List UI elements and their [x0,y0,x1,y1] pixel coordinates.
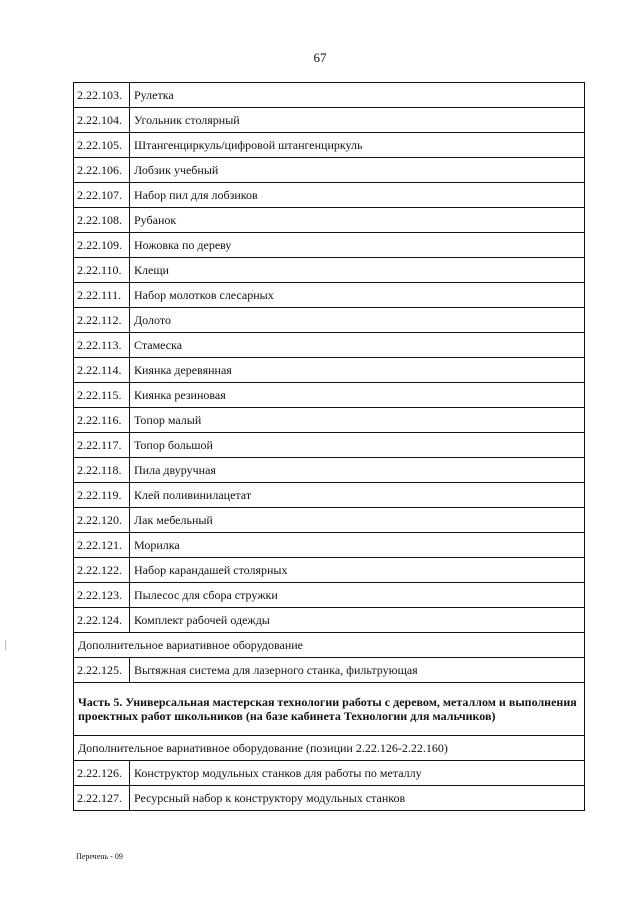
item-name: Лобзик учебный [130,158,585,183]
table-row [74,108,585,133]
item-code: 2.22.106. [74,158,130,183]
equipment-table-body [74,83,585,633]
table-row [74,283,585,308]
table-row [74,583,585,608]
item-name: Конструктор модульных станков для работы по металлу [130,761,585,786]
item-code: 2.22.105. [74,133,130,158]
section-heading: Дополнительное вариативное оборудование (позиции 2.22.126-2.22.160) [74,736,585,761]
item-code: 2.22.125. [74,658,130,683]
table-row [74,183,585,208]
item-name: Набор пил для лобзиков [130,183,585,208]
item-code: 2.22.127. [74,786,130,811]
item-code: 2.22.115. [74,383,130,408]
item-code: 2.22.103. [74,83,130,108]
page-number: 67 [313,50,327,65]
table-row [74,658,585,683]
item-name: Пила двуручная [130,458,585,483]
item-name: Морилка [130,533,585,558]
table-row [74,258,585,283]
item-code: 2.22.126. [74,761,130,786]
table-row [74,233,585,258]
item-code: 2.22.117. [74,433,130,458]
item-name: Пылесос для сбора стружки [130,583,585,608]
scan-artifact [5,640,6,650]
item-code: 2.22.118. [74,458,130,483]
table-row [74,83,585,108]
table-row [74,533,585,558]
table-row [74,408,585,433]
item-name: Долото [130,308,585,333]
item-name: Киянка резиновая [130,383,585,408]
equipment-table-tail [74,633,585,811]
table-row [74,483,585,508]
item-name: Ресурсный набор к конструктору модульных станков [130,786,585,811]
item-code: 2.22.110. [74,258,130,283]
item-name: Клещи [130,258,585,283]
table-row [74,508,585,533]
item-name: Ножовка по дереву [130,233,585,258]
table-row [74,308,585,333]
item-name: Лак мебельный [130,508,585,533]
item-code: 2.22.109. [74,233,130,258]
item-name: Рулетка [130,83,585,108]
item-code: 2.22.107. [74,183,130,208]
table-row [74,333,585,358]
table-row [74,458,585,483]
table-row [74,786,585,811]
item-name: Штангенциркуль/цифровой штангенциркуль [130,133,585,158]
item-code: 2.22.123. [74,583,130,608]
table-row [74,133,585,158]
table-row [74,761,585,786]
table-row [74,433,585,458]
item-name: Рубанок [130,208,585,233]
section-row-additional [74,633,585,658]
item-name: Киянка деревянная [130,358,585,383]
item-code: 2.22.111. [74,283,130,308]
equipment-table [73,82,585,811]
item-code: 2.22.116. [74,408,130,433]
item-code: 2.22.121. [74,533,130,558]
item-code: 2.22.113. [74,333,130,358]
table-row [74,158,585,183]
item-name: Угольник столярный [130,108,585,133]
item-name: Набор карандашей столярных [130,558,585,583]
item-name: Клей поливинилацетат [130,483,585,508]
part-heading-row [74,683,585,736]
section-row-additional-2 [74,736,585,761]
item-name: Топор малый [130,408,585,433]
item-name: Топор большой [130,433,585,458]
table-row [74,558,585,583]
item-code: 2.22.119. [74,483,130,508]
table-row [74,383,585,408]
item-code: 2.22.104. [74,108,130,133]
item-name: Комплект рабочей одежды [130,608,585,633]
item-name: Стамеска [130,333,585,358]
table-row [74,608,585,633]
item-code: 2.22.112. [74,308,130,333]
item-name: Набор молотков слесарных [130,283,585,308]
section-heading: Дополнительное вариативное оборудование [74,633,585,658]
table-row [74,358,585,383]
part-heading: Часть 5. Универсальная мастерская технологии работы с деревом, металлом и выполнения проектных работ школьников (на базе кабинета Технологии для мальчиков) [74,683,585,736]
item-code: 2.22.108. [74,208,130,233]
table-row [74,208,585,233]
item-name: Вытяжная система для лазерного станка, фильтрующая [130,658,585,683]
item-code: 2.22.120. [74,508,130,533]
document-footer: Перечень - 09 [76,852,123,861]
item-code: 2.22.122. [74,558,130,583]
item-code: 2.22.114. [74,358,130,383]
item-code: 2.22.124. [74,608,130,633]
